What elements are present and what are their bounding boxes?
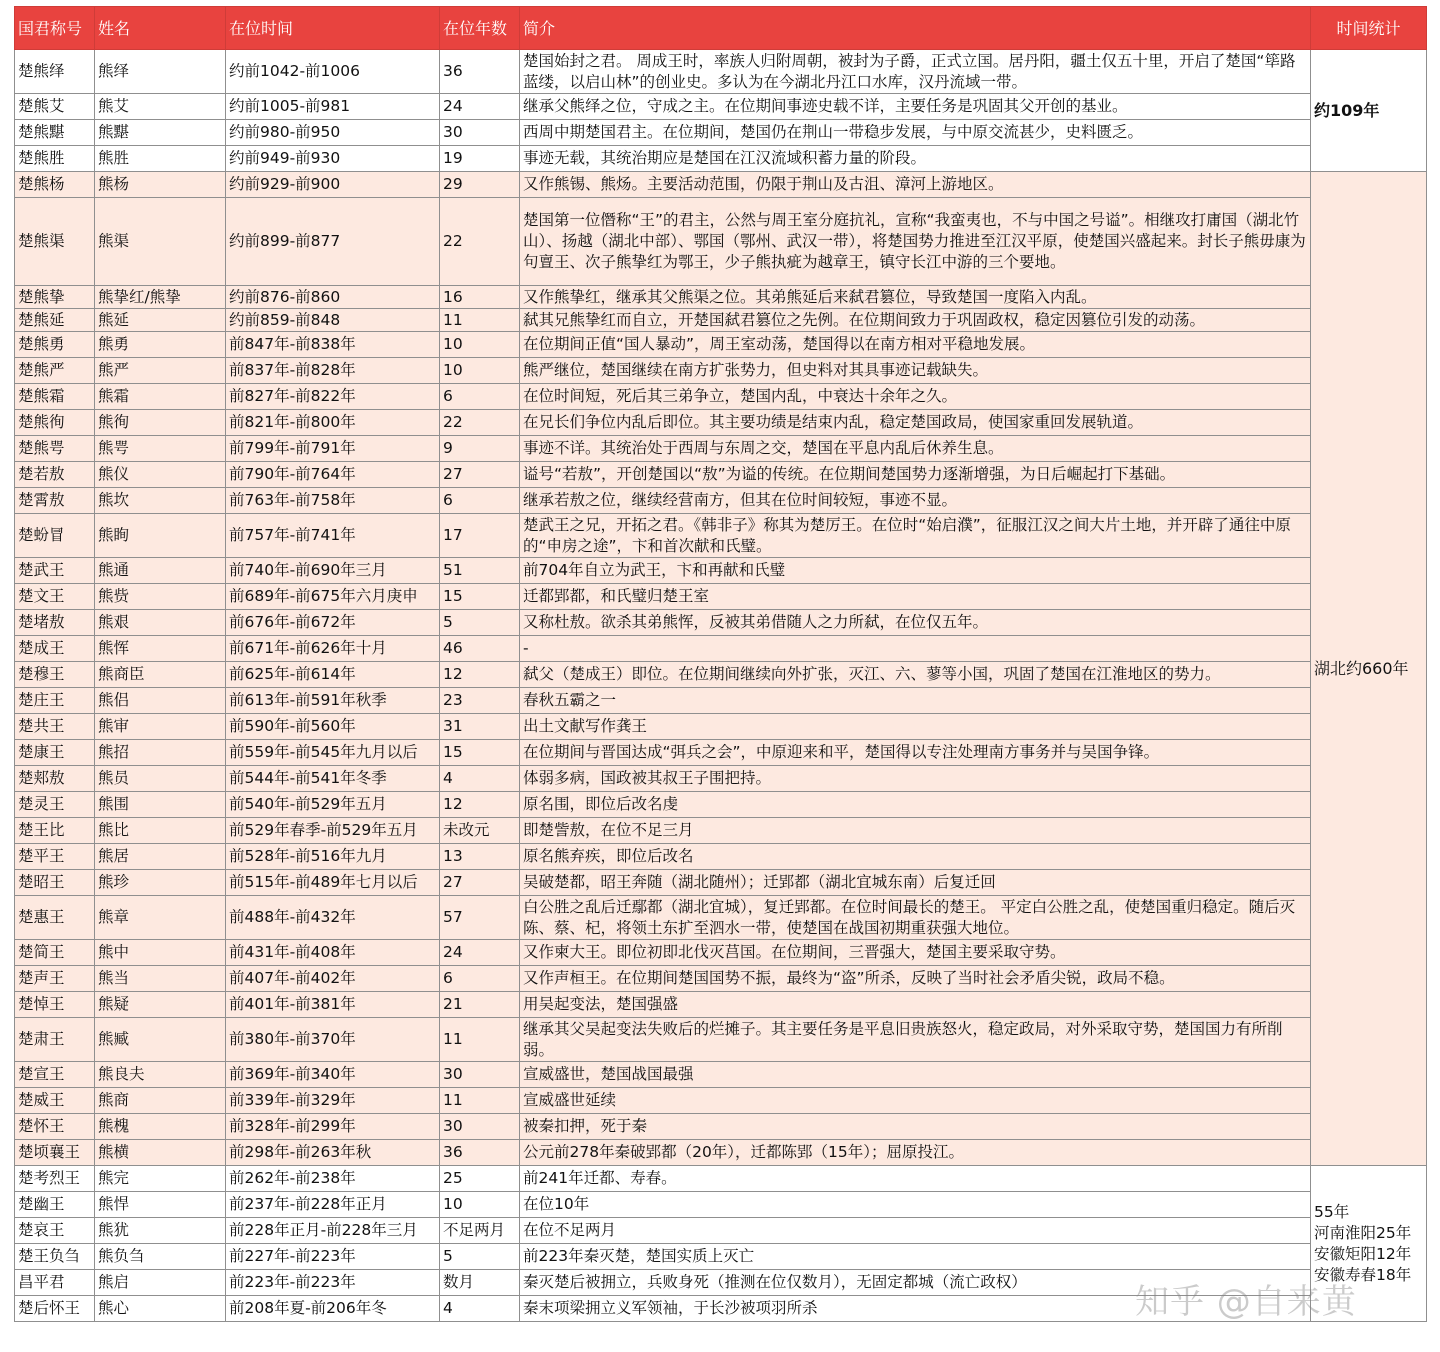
cell-years: 13 (440, 844, 520, 870)
cell-intro: 宣威盛世延续 (520, 1088, 1311, 1114)
table-row (15, 120, 1427, 146)
cell-years: 11 (440, 1088, 520, 1114)
cell-years: 15 (440, 584, 520, 610)
cell-reign: 前380年-前370年 (226, 1018, 440, 1062)
cell-name: 熊横 (95, 1140, 226, 1166)
cell-reign: 前223年-前223年 (226, 1270, 440, 1296)
table-body (15, 50, 1427, 1322)
cell-intro: 又作声桓王。在位期间楚国国势不振，最终为“盗”所杀，反映了当时社会矛盾尖锐，政局不稳。 (520, 966, 1311, 992)
watermark: 知乎 @自来黄 (1135, 1282, 1357, 1322)
cell-reign: 前401年-前381年 (226, 992, 440, 1018)
cell-years: 15 (440, 740, 520, 766)
cell-reign: 前559年-前545年九月以后 (226, 740, 440, 766)
cell-reign: 前676年-前672年 (226, 610, 440, 636)
cell-title: 楚熊延 (15, 309, 95, 332)
cell-name: 熊恽 (95, 636, 226, 662)
cell-name: 熊比 (95, 818, 226, 844)
cell-years: 9 (440, 436, 520, 462)
cell-title: 楚灵王 (15, 792, 95, 818)
cell-years: 不足两月 (440, 1218, 520, 1244)
cell-intro: 在位期间与晋国达成“弭兵之会”，中原迎来和平，楚国得以专注处理南方事务并与吴国争锋。 (520, 740, 1311, 766)
cell-reign: 前671年-前626年十月 (226, 636, 440, 662)
cell-intro: 继承若敖之位，继续经营南方，但其在位时间较短，事迹不显。 (520, 488, 1311, 514)
cell-reign: 前407年-前402年 (226, 966, 440, 992)
cell-name: 熊商 (95, 1088, 226, 1114)
cell-title: 楚熊渠 (15, 198, 95, 286)
cell-reign: 前262年-前238年 (226, 1166, 440, 1192)
cell-years: 22 (440, 198, 520, 286)
cell-intro: 体弱多病，国政被其叔王子围把持。 (520, 766, 1311, 792)
cell-years: 21 (440, 992, 520, 1018)
cell-title: 楚成王 (15, 636, 95, 662)
chu-kings-table (14, 6, 1427, 1322)
cell-intro: 公元前278年秦破郢都（20年），迁都陈郢（15年）；屈原投江。 (520, 1140, 1311, 1166)
table-row (15, 1140, 1427, 1166)
cell-years: 17 (440, 514, 520, 558)
table-row (15, 358, 1427, 384)
cell-intro: 原名熊弃疾，即位后改名 (520, 844, 1311, 870)
cell-title: 楚共王 (15, 714, 95, 740)
cell-name: 熊员 (95, 766, 226, 792)
cell-name: 熊商臣 (95, 662, 226, 688)
cell-name: 熊珍 (95, 870, 226, 896)
cell-reign: 前799年-前791年 (226, 436, 440, 462)
cell-title: 楚蚡冒 (15, 514, 95, 558)
time-summary-line: 约109年 (1314, 101, 1380, 120)
cell-title: 楚庄王 (15, 688, 95, 714)
time-summary-cell (1311, 1166, 1427, 1322)
cell-years: 12 (440, 662, 520, 688)
table-row (15, 514, 1427, 558)
cell-name: 熊通 (95, 558, 226, 584)
time-summary-line: 安徽寿春18年 (1314, 1265, 1412, 1284)
cell-intro: 又称杜敖。欲杀其弟熊恽，反被其弟借随人之力所弑，在位仅五年。 (520, 610, 1311, 636)
cell-title: 楚熊严 (15, 358, 95, 384)
cell-title: 楚悼王 (15, 992, 95, 1018)
cell-intro: 即楚訾敖，在位不足三月 (520, 818, 1311, 844)
time-summary-line: 安徽矩阳12年 (1314, 1244, 1412, 1263)
cell-name: 熊咢 (95, 436, 226, 462)
header-reign: 在位时间 (226, 7, 440, 50)
table-row (15, 636, 1427, 662)
cell-title: 楚熊绎 (15, 50, 95, 94)
cell-title: 楚惠王 (15, 896, 95, 940)
cell-years: 22 (440, 410, 520, 436)
cell-years: 10 (440, 332, 520, 358)
cell-title: 楚熊挚 (15, 286, 95, 309)
cell-title: 楚王比 (15, 818, 95, 844)
table-row (15, 436, 1427, 462)
cell-intro: 秦末项梁拥立义军领袖，于长沙被项羽所杀 (520, 1296, 1311, 1322)
cell-title: 楚熊徇 (15, 410, 95, 436)
cell-name: 熊犹 (95, 1218, 226, 1244)
cell-title: 楚穆王 (15, 662, 95, 688)
cell-years: 24 (440, 94, 520, 120)
cell-name: 熊绎 (95, 50, 226, 94)
cell-name: 熊胜 (95, 146, 226, 172)
cell-reign: 前528年-前516年九月 (226, 844, 440, 870)
cell-intro: 熊严继位，楚国继续在南方扩张势力，但史料对其具事迹记载缺失。 (520, 358, 1311, 384)
table-row (15, 1218, 1427, 1244)
table-row (15, 740, 1427, 766)
cell-intro: 楚武王之兄，开拓之君。《韩非子》称其为楚厉王。在位时“始启濮”，征服江汉之间大片土地，并开辟了通往中原的“申房之途”，卞和首次献和氏璧。 (520, 514, 1311, 558)
table-row (15, 1114, 1427, 1140)
cell-reign: 前515年-前489年七月以后 (226, 870, 440, 896)
table-row (15, 818, 1427, 844)
cell-reign: 前227年-前223年 (226, 1244, 440, 1270)
cell-years: 51 (440, 558, 520, 584)
cell-reign: 前689年-前675年六月庚申 (226, 584, 440, 610)
cell-intro: 原名围，即位后改名虔 (520, 792, 1311, 818)
cell-intro: 前241年迁都、寿春。 (520, 1166, 1311, 1192)
cell-years: 27 (440, 870, 520, 896)
cell-intro: 秦灭楚后被拥立，兵败身死（推测在位仅数月），无固定都城（流亡政权） (520, 1270, 1311, 1296)
table-row (15, 146, 1427, 172)
cell-intro: 宣威盛世，楚国战国最强 (520, 1062, 1311, 1088)
cell-reign: 前228年正月-前228年三月 (226, 1218, 440, 1244)
cell-years: 6 (440, 488, 520, 514)
cell-title: 楚武王 (15, 558, 95, 584)
cell-title: 楚幽王 (15, 1192, 95, 1218)
cell-reign: 前821年-前800年 (226, 410, 440, 436)
cell-name: 熊居 (95, 844, 226, 870)
cell-years: 未改元 (440, 818, 520, 844)
cell-name: 熊当 (95, 966, 226, 992)
cell-reign: 约前1005-前981 (226, 94, 440, 120)
cell-name: 熊心 (95, 1296, 226, 1322)
table-row (15, 198, 1427, 286)
cell-name: 熊渠 (95, 198, 226, 286)
table-row (15, 896, 1427, 940)
cell-title: 楚顷襄王 (15, 1140, 95, 1166)
table-row (15, 462, 1427, 488)
cell-title: 楚考烈王 (15, 1166, 95, 1192)
cell-reign: 约前1042-前1006 (226, 50, 440, 94)
cell-years: 36 (440, 50, 520, 94)
cell-title: 楚康王 (15, 740, 95, 766)
cell-reign: 前590年-前560年 (226, 714, 440, 740)
cell-intro: 前223年秦灭楚，楚国实质上灭亡 (520, 1244, 1311, 1270)
cell-reign: 前740年-前690年三月 (226, 558, 440, 584)
cell-years: 25 (440, 1166, 520, 1192)
table-row (15, 584, 1427, 610)
cell-intro: 弑其兄熊挚红而自立，开楚国弑君篡位之先例。在位期间致力于巩固政权，稳定因篡位引发的动荡。 (520, 309, 1311, 332)
cell-reign: 前208年夏-前206年冬 (226, 1296, 440, 1322)
cell-name: 熊挚红/熊挚 (95, 286, 226, 309)
cell-title: 楚哀王 (15, 1218, 95, 1244)
cell-reign: 约前876-前860 (226, 286, 440, 309)
cell-title: 楚若敖 (15, 462, 95, 488)
table-row (15, 286, 1427, 309)
cell-years: 36 (440, 1140, 520, 1166)
cell-title: 楚熊艾 (15, 94, 95, 120)
cell-reign: 约前980-前950 (226, 120, 440, 146)
cell-reign: 前837年-前828年 (226, 358, 440, 384)
cell-title: 楚熊勇 (15, 332, 95, 358)
cell-intro: 又作柬大王。即位初即北伐灭莒国。在位期间，三晋强大，楚国主要采取守势。 (520, 940, 1311, 966)
time-summary-line: 湖北约660年 (1314, 659, 1409, 678)
cell-years: 30 (440, 120, 520, 146)
table-row (15, 844, 1427, 870)
table-row (15, 766, 1427, 792)
cell-reign: 约前859-前848 (226, 309, 440, 332)
cell-title: 楚熊胜 (15, 146, 95, 172)
cell-intro: 在兄长们争位内乱后即位。其主要功绩是结束内乱，稳定楚国政局，使国家重回发展轨道。 (520, 410, 1311, 436)
cell-name: 熊悍 (95, 1192, 226, 1218)
header-intro: 简介 (520, 7, 1311, 50)
table-row (15, 1296, 1427, 1322)
cell-name: 熊围 (95, 792, 226, 818)
cell-title: 楚声王 (15, 966, 95, 992)
cell-reign: 前544年-前541年冬季 (226, 766, 440, 792)
cell-years: 11 (440, 309, 520, 332)
cell-name: 熊黮 (95, 120, 226, 146)
cell-years: 29 (440, 172, 520, 198)
table-row (15, 792, 1427, 818)
cell-title: 昌平君 (15, 1270, 95, 1296)
table-row (15, 1166, 1427, 1192)
table-row (15, 558, 1427, 584)
cell-reign: 前827年-前822年 (226, 384, 440, 410)
cell-intro: 在位期间正值“国人暴动”，周王室动荡，楚国得以在南方相对平稳地发展。 (520, 332, 1311, 358)
cell-name: 熊徇 (95, 410, 226, 436)
cell-reign: 前763年-前758年 (226, 488, 440, 514)
header-name: 姓名 (95, 7, 226, 50)
cell-reign: 前237年-前228年正月 (226, 1192, 440, 1218)
time-summary-line: 河南淮阳25年 (1314, 1223, 1412, 1242)
table-row (15, 610, 1427, 636)
cell-title: 楚怀王 (15, 1114, 95, 1140)
cell-name: 熊艰 (95, 610, 226, 636)
cell-reign: 前847年-前838年 (226, 332, 440, 358)
cell-reign: 前757年-前741年 (226, 514, 440, 558)
cell-years: 30 (440, 1062, 520, 1088)
table-row (15, 94, 1427, 120)
cell-name: 熊勇 (95, 332, 226, 358)
cell-years: 30 (440, 1114, 520, 1140)
table-row (15, 172, 1427, 198)
cell-years: 10 (440, 1192, 520, 1218)
cell-years: 27 (440, 462, 520, 488)
header-time-stats: 时间统计 (1311, 7, 1427, 50)
cell-title: 楚熊黮 (15, 120, 95, 146)
cell-reign: 约前929-前900 (226, 172, 440, 198)
cell-intro: 弑父（楚成王）即位。在位期间继续向外扩张，灭江、六、蓼等小国，巩固了楚国在江淮地区的势力。 (520, 662, 1311, 688)
cell-years: 57 (440, 896, 520, 940)
cell-reign: 前369年-前340年 (226, 1062, 440, 1088)
cell-intro: 用吴起变法，楚国强盛 (520, 992, 1311, 1018)
cell-title: 楚堵敖 (15, 610, 95, 636)
cell-title: 楚平王 (15, 844, 95, 870)
table-row (15, 940, 1427, 966)
table-row (15, 662, 1427, 688)
cell-years: 46 (440, 636, 520, 662)
cell-years: 11 (440, 1018, 520, 1062)
cell-reign: 前328年-前299年 (226, 1114, 440, 1140)
cell-intro: 西周中期楚国君主。在位期间，楚国仍在荆山一带稳步发展，与中原交流甚少，史料匮乏。 (520, 120, 1311, 146)
header-title: 国君称号 (15, 7, 95, 50)
cell-title: 楚后怀王 (15, 1296, 95, 1322)
table-row (15, 1018, 1427, 1062)
cell-intro: 楚国第一位僭称“王”的君主，公然与周王室分庭抗礼，宣称“我蛮夷也，不与中国之号谥”。相继攻打庸国（湖北竹山）、扬越（湖北中部）、鄂国（鄂州、武汉一带），将楚国势力推进至江汉平原，使楚国兴盛起来。封长子熊毋康为句亶王、次子熊挚红为鄂王，少子熊执疵为越章王，镇守长江中游的三个要地。 (520, 198, 1311, 286)
cell-title: 楚文王 (15, 584, 95, 610)
cell-intro: - (520, 636, 1311, 662)
cell-title: 楚威王 (15, 1088, 95, 1114)
cell-reign: 前613年-前591年秋季 (226, 688, 440, 714)
cell-name: 熊杨 (95, 172, 226, 198)
cell-intro: 谥号“若敖”，开创楚国以“敖”为谥的传统。在位期间楚国势力逐渐增强，为日后崛起打下基础。 (520, 462, 1311, 488)
table-row (15, 714, 1427, 740)
cell-title: 楚宣王 (15, 1062, 95, 1088)
cell-name: 熊良夫 (95, 1062, 226, 1088)
cell-years: 5 (440, 610, 520, 636)
table-row (15, 1270, 1427, 1296)
cell-reign: 约前899-前877 (226, 198, 440, 286)
cell-name: 熊侣 (95, 688, 226, 714)
cell-reign: 前790年-前764年 (226, 462, 440, 488)
cell-name: 熊赀 (95, 584, 226, 610)
table-row (15, 410, 1427, 436)
cell-name: 熊疑 (95, 992, 226, 1018)
header-row (15, 7, 1427, 50)
cell-title: 楚昭王 (15, 870, 95, 896)
cell-years: 24 (440, 940, 520, 966)
cell-name: 熊槐 (95, 1114, 226, 1140)
cell-reign: 前431年-前408年 (226, 940, 440, 966)
cell-years: 5 (440, 1244, 520, 1270)
cell-intro: 在位不足两月 (520, 1218, 1311, 1244)
cell-years: 16 (440, 286, 520, 309)
cell-intro: 吴破楚都，昭王奔随（湖北随州）；迁郢都（湖北宜城东南）后复迁回 (520, 870, 1311, 896)
header-years: 在位年数 (440, 7, 520, 50)
cell-title: 楚熊杨 (15, 172, 95, 198)
time-summary-cell (1311, 172, 1427, 1166)
cell-intro: 迁都郢都，和氏璧归楚王室 (520, 584, 1311, 610)
cell-name: 熊招 (95, 740, 226, 766)
cell-intro: 事迹不详。其统治处于西周与东周之交，楚国在平息内乱后休养生息。 (520, 436, 1311, 462)
cell-name: 熊艾 (95, 94, 226, 120)
time-summary-line: 55年 (1314, 1202, 1350, 1221)
table-row (15, 309, 1427, 332)
cell-name: 熊仪 (95, 462, 226, 488)
table-row (15, 488, 1427, 514)
cell-name: 熊臧 (95, 1018, 226, 1062)
cell-intro: 又作熊锡、熊炀。主要活动范围，仍限于荆山及古沮、漳河上游地区。 (520, 172, 1311, 198)
cell-intro: 又作熊挚红，继承其父熊渠之位。其弟熊延后来弑君篡位，导致楚国一度陷入内乱。 (520, 286, 1311, 309)
cell-intro: 春秋五霸之一 (520, 688, 1311, 714)
table-row (15, 332, 1427, 358)
cell-intro: 事迹无载，其统治期应是楚国在江汉流域积蓄力量的阶段。 (520, 146, 1311, 172)
cell-title: 楚熊霜 (15, 384, 95, 410)
cell-name: 熊负刍 (95, 1244, 226, 1270)
table-row (15, 50, 1427, 94)
cell-name: 熊眴 (95, 514, 226, 558)
cell-reign: 前625年-前614年 (226, 662, 440, 688)
cell-reign: 前339年-前329年 (226, 1088, 440, 1114)
cell-title: 楚王负刍 (15, 1244, 95, 1270)
table-row (15, 1244, 1427, 1270)
cell-intro: 楚国始封之君。 周成王时，率族人归附周朝，被封为子爵，正式立国。居丹阳，疆土仅五十里，开启了楚国“筚路蓝缕，以启山林”的创业史。多认为在今湖北丹江口水库，汉丹流域一带。 (520, 50, 1311, 94)
cell-name: 熊坎 (95, 488, 226, 514)
cell-years: 6 (440, 966, 520, 992)
cell-reign: 前488年-前432年 (226, 896, 440, 940)
cell-years: 19 (440, 146, 520, 172)
cell-reign: 前298年-前263年秋 (226, 1140, 440, 1166)
cell-name: 熊完 (95, 1166, 226, 1192)
cell-years: 12 (440, 792, 520, 818)
cell-title: 楚霄敖 (15, 488, 95, 514)
cell-years: 4 (440, 1296, 520, 1322)
cell-title: 楚熊咢 (15, 436, 95, 462)
cell-intro: 在位10年 (520, 1192, 1311, 1218)
table-row (15, 1088, 1427, 1114)
cell-intro: 前704年自立为武王，卞和再献和氏璧 (520, 558, 1311, 584)
cell-name: 熊严 (95, 358, 226, 384)
cell-name: 熊延 (95, 309, 226, 332)
cell-intro: 在位时间短，死后其三弟争立，楚国内乱，中衰达十余年之久。 (520, 384, 1311, 410)
cell-name: 熊中 (95, 940, 226, 966)
cell-intro: 白公胜之乱后迁鄢都（湖北宜城），复迁郢都。在位时间最长的楚王。 平定白公胜之乱，使楚国重归稳定。随后灭陈、蔡、杞，将领土东扩至泗水一带，使楚国在战国初期重获强大地位。 (520, 896, 1311, 940)
cell-name: 熊启 (95, 1270, 226, 1296)
cell-intro: 被秦扣押，死于秦 (520, 1114, 1311, 1140)
cell-years: 4 (440, 766, 520, 792)
table-row (15, 688, 1427, 714)
time-summary-cell (1311, 50, 1427, 172)
table-row (15, 384, 1427, 410)
cell-title: 楚肃王 (15, 1018, 95, 1062)
cell-name: 熊章 (95, 896, 226, 940)
cell-intro: 继承父熊绎之位，守成之主。在位期间事迹史载不详，主要任务是巩固其父开创的基业。 (520, 94, 1311, 120)
cell-reign: 前529年春季-前529年五月 (226, 818, 440, 844)
cell-name: 熊霜 (95, 384, 226, 410)
cell-reign: 约前949-前930 (226, 146, 440, 172)
cell-reign: 前540年-前529年五月 (226, 792, 440, 818)
cell-years: 31 (440, 714, 520, 740)
cell-years: 23 (440, 688, 520, 714)
cell-name: 熊审 (95, 714, 226, 740)
cell-years: 数月 (440, 1270, 520, 1296)
cell-title: 楚郏敖 (15, 766, 95, 792)
table-row (15, 966, 1427, 992)
table-row (15, 1192, 1427, 1218)
cell-intro: 继承其父吴起变法失败后的烂摊子。其主要任务是平息旧贵族怒火，稳定政局，对外采取守势，楚国国力有所削弱。 (520, 1018, 1311, 1062)
table-row (15, 1062, 1427, 1088)
table-row (15, 992, 1427, 1018)
cell-intro: 出土文献写作龚王 (520, 714, 1311, 740)
cell-years: 6 (440, 384, 520, 410)
cell-years: 10 (440, 358, 520, 384)
cell-title: 楚简王 (15, 940, 95, 966)
table-row (15, 870, 1427, 896)
